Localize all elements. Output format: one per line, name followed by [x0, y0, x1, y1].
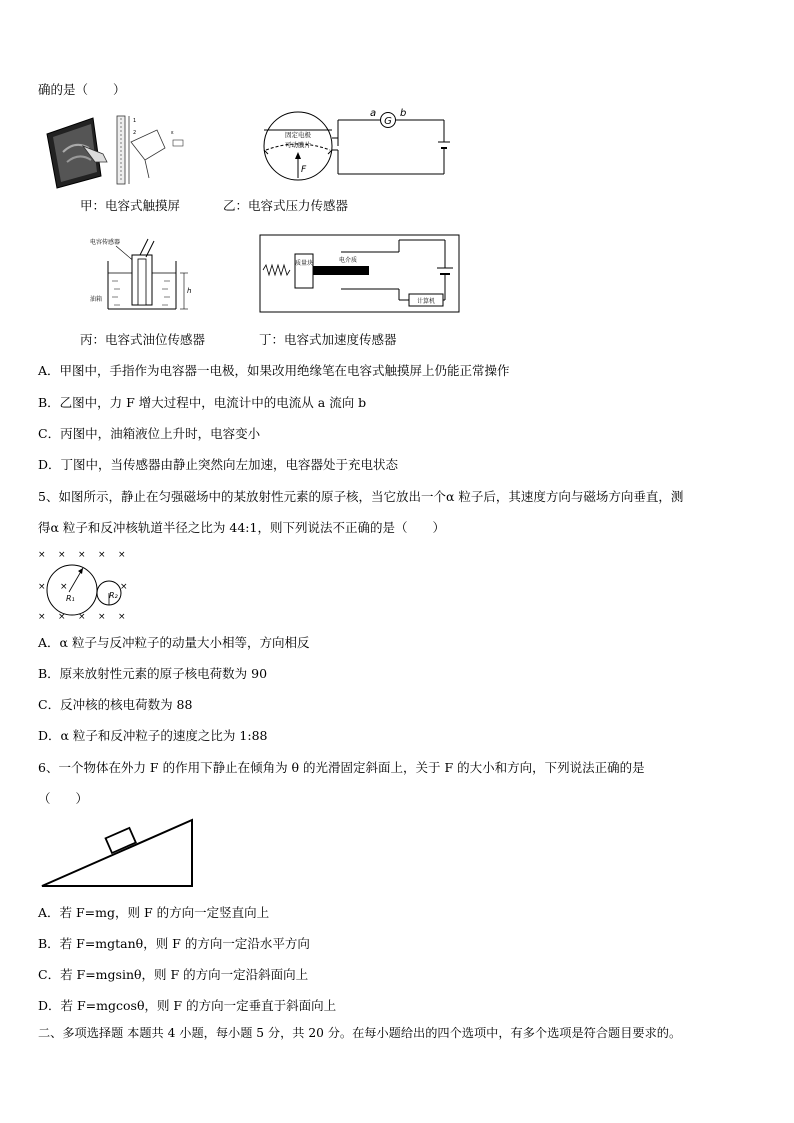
yi-movable-membrane-label: 可动膜片 — [285, 141, 311, 149]
q6-option-b: B．若 F=mgtanθ，则 F 的方向一定沿水平方向 — [38, 936, 310, 951]
yi-force-label: F — [301, 165, 307, 175]
q6-option-c: C．若 F=mgsinθ，则 F 的方向一定沿斜面向上 — [38, 967, 309, 982]
svg-text:×: × — [38, 612, 46, 622]
svg-text:×: × — [118, 612, 126, 622]
bing-sensor-label: 电容传感器 — [90, 239, 121, 246]
q4-option-c: C．丙图中，油箱液位上升时，电容变小 — [38, 426, 261, 441]
svg-text:ε: ε — [171, 130, 174, 136]
q4-option-a: A．甲图中，手指作为电容器一电极，如果改用绝缘笔在电容式触摸屏上仍能正常操作 — [38, 363, 510, 378]
figure-q6-incline — [40, 816, 196, 894]
svg-text:×: × — [98, 612, 106, 622]
q6-option-a: A．若 F=mg，则 F 的方向一定竖直向上 — [38, 905, 270, 920]
q4-stem-tail: 确的是（ ） — [38, 82, 126, 97]
caption-yi: 乙：电容式压力传感器 — [223, 198, 349, 213]
q5-r1-label: R₁ — [66, 594, 75, 603]
svg-text:×: × — [78, 612, 86, 622]
q5-option-b: B．原来放射性元素的原子核电荷数为 90 — [38, 666, 268, 681]
q5-stem-line1: 5、如图所示，静止在匀强磁场中的某放射性元素的原子核，当它放出一个α 粒子后，其速度方向与磁场方向垂直，测 — [38, 489, 684, 504]
q6-option-d: D．若 F=mgcosθ，则 F 的方向一定垂直于斜面向上 — [38, 998, 337, 1013]
bing-h-label: h — [187, 287, 192, 295]
figure-jia-touchscreen — [45, 112, 195, 194]
galv-a-label: a — [370, 108, 377, 119]
galv-b-label: b — [400, 108, 407, 119]
svg-text:×: × — [38, 550, 46, 560]
q6-stem-line2: （ ） — [38, 791, 89, 806]
q4-option-d: D．丁图中，当传感器由静止突然向左加速，电容器处于充电状态 — [38, 457, 399, 472]
q5-r2-label: R₂ — [109, 591, 118, 600]
bing-tank-label: 油箱 — [90, 296, 103, 303]
figure-yi-pressure-sensor — [254, 106, 450, 192]
ding-computer-label: 计算机 — [416, 298, 436, 305]
q5-stem-line2: 得α 粒子和反冲核轨道半径之比为 44:1，则下列说法不正确的是（ ） — [38, 520, 445, 535]
svg-text:×: × — [60, 582, 68, 592]
figure-bing-oil-level-sensor — [90, 233, 200, 317]
svg-text:×: × — [58, 612, 66, 622]
q5-option-c: C．反冲核的核电荷数为 88 — [38, 697, 193, 712]
figure-ding-accelerometer — [259, 234, 461, 318]
caption-bing: 丙：电容式油位传感器 — [80, 332, 206, 347]
ding-dielectric-label: 电介质 — [339, 257, 358, 264]
svg-text:×: × — [98, 550, 106, 560]
q6-stem-line1: 6、一个物体在外力 F 的作用下静止在倾角为 θ 的光滑固定斜面上，关于 F 的大小和方向，下列说法正确的是 — [38, 760, 645, 775]
ding-mass-label: 质量块 — [294, 260, 314, 267]
svg-text:2: 2 — [133, 130, 137, 136]
section2-heading: 二、多项选择题 本题共 4 小题，每小题 5 分，共 20 分。在每小题给出的四个选项中，有多个选项是符合题目要求的。 — [38, 1026, 682, 1040]
svg-text:×: × — [120, 582, 128, 592]
svg-text:1: 1 — [133, 118, 137, 124]
svg-text:×: × — [118, 550, 126, 560]
yi-fixed-electrode-label: 固定电极 — [285, 131, 311, 139]
svg-text:×: × — [38, 582, 46, 592]
galvanometer-label: G — [384, 116, 392, 127]
q4-option-b: B．乙图中，力 F 增大过程中，电流计中的电流从 a 流向 b — [38, 395, 367, 410]
q5-option-a: A．α 粒子与反冲粒子的动量大小相等，方向相反 — [38, 635, 310, 650]
q5-option-d: D．α 粒子和反冲粒子的速度之比为 1:88 — [38, 728, 268, 743]
svg-text:×: × — [58, 550, 66, 560]
figure-q5-magnetic-field — [36, 546, 132, 626]
caption-ding: 丁：电容式加速度传感器 — [259, 332, 397, 347]
svg-text:×: × — [78, 550, 86, 560]
caption-jia: 甲：电容式触摸屏 — [80, 198, 181, 213]
